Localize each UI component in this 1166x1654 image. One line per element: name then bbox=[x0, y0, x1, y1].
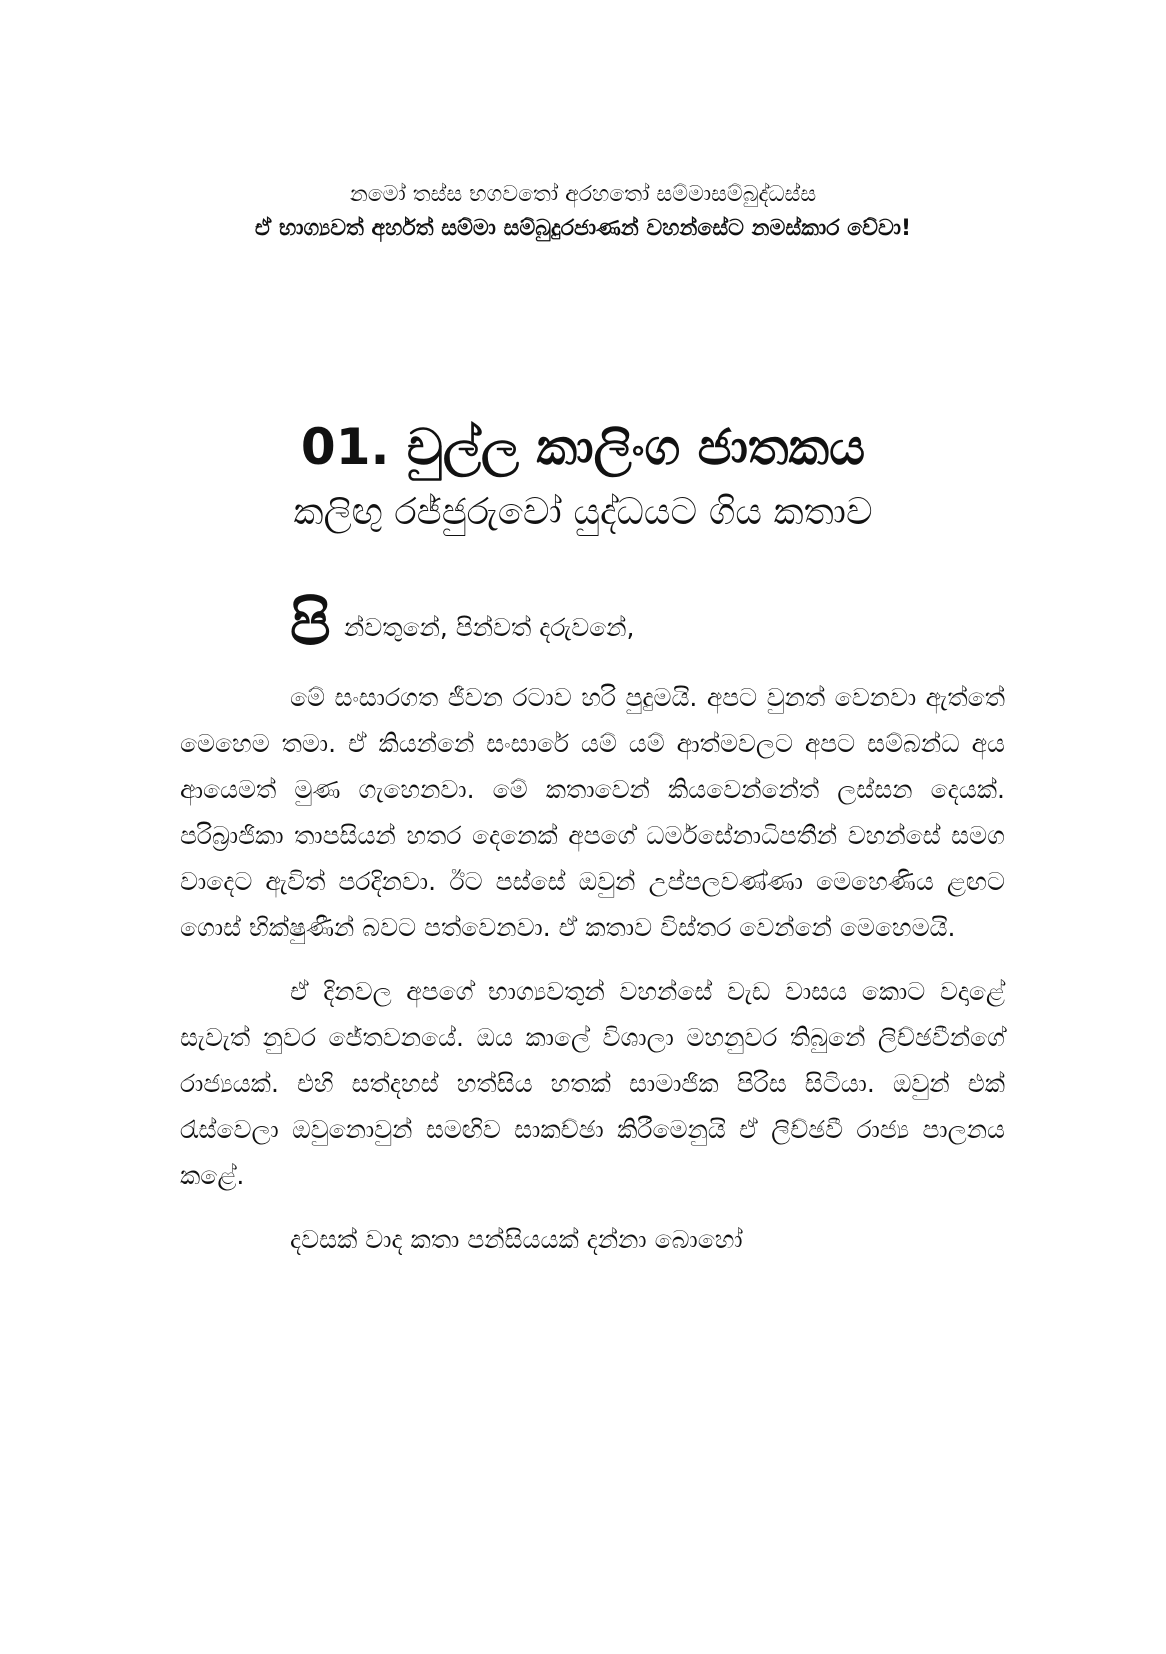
drop-cap: පි bbox=[290, 589, 331, 659]
homage-line-sinhala: ඒ භාග්‍යවත් අර්හත් සම්මා සම්බුදුරජාණන් වහන්සේට නමස්කාර වේවා! bbox=[254, 216, 912, 241]
paragraph-1: මේ සංසාරගත ජීවන රටාව හරි පුදුමයි. අපට වුනත් වෙනවා ඇත්තේ මෙහෙම තමා. ඒ කියන්නේ සංසාරේ යම් යම් ආත්මවලට අපට සම්බන්ධ අය ආයෙමත් මුණ ගැහෙනවා. මේ කතාවෙන් කියවෙන්නේත් ලස්සන දෙයක්. පරිබ්‍රාජිකා තාපසියන් හතර දෙනෙක් අපගේ ධර්මසේනාධිපතීන් වහන්සේ සමග වාදෙට ඇවිත් පරදිනවා. ඊට පස්සේ ඔවුන් උප්පලවණ්ණා මෙහෙණිය ළඟට ගොස් භික්ෂුණීන් බවට පත්වෙනවා. ඒ කතාව විස්තර වෙන්නේ මෙහෙමයි. bbox=[180, 683, 1005, 942]
chapter-subtitle: කලිඟු රජ්ජුරුවෝ යුද්ධයට ගිය කතාව bbox=[293, 490, 873, 533]
paragraph-3: දවසක් වාද කතා පන්සියයක් දන්නා බොහෝ bbox=[290, 1225, 743, 1254]
salutation-line bbox=[180, 589, 1005, 661]
homage-header bbox=[0, 178, 1166, 246]
chapter-title-block bbox=[0, 412, 1166, 540]
body-text bbox=[180, 589, 1005, 1281]
chapter-title: 01. චුල්ල කාලිංග ජාතකය bbox=[300, 418, 866, 476]
salutation-text: න්වතුනේ, පින්වත් දරුවනේ, bbox=[344, 613, 635, 642]
paragraph-2: ඒ දිනවල අපගේ භාග්‍යවතුන් වහන්සේ වැඩ වාසය කොට වදාළේ සැවැත් නුවර ජේතවනයේ. ඔය කාලේ විශාලා මහනුවර තිබුනේ ලිච්ඡවීන්ගේ රාජ්‍යයක්. එහි සත්දහස් හත්සිය හතක් සාමාජික පිරිස සිටියා. ඔවුන් එක් රැස්වෙලා ඔවුනොවුන් සමඟිව සාකච්ඡා කිරීමෙනුයි ඒ ලිච්ඡවී රාජ්‍ය පාලනය කළේ. bbox=[180, 977, 1005, 1190]
homage-line-pali: නමෝ තස්ස භගවතෝ අරහතෝ සම්මාසම්බුද්ධස්ස bbox=[349, 182, 817, 207]
